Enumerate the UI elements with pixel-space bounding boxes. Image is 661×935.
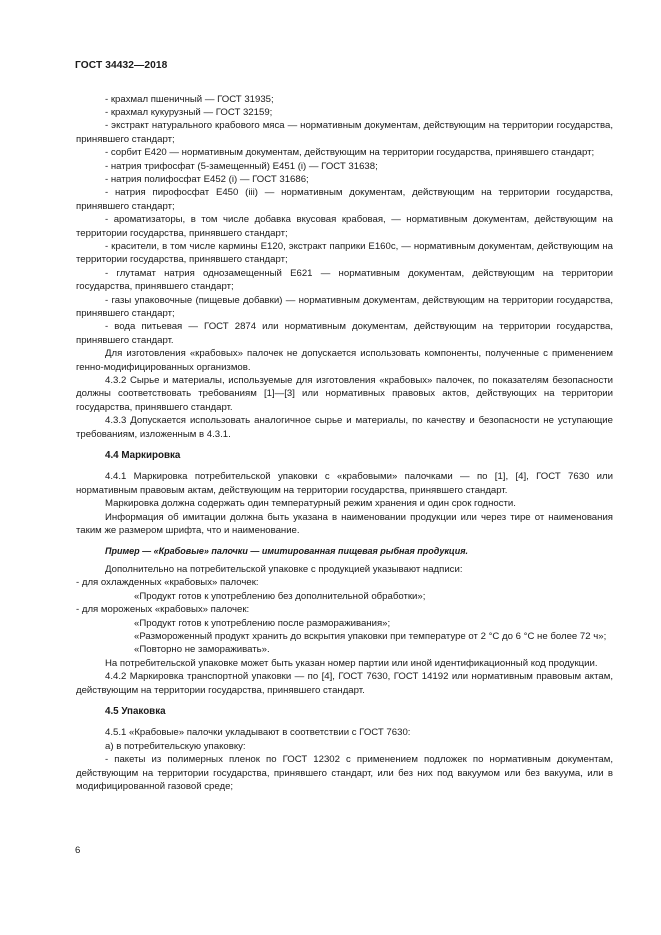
list-item: - для охлажденных «крабовых» палочек:	[76, 577, 259, 589]
list-item: - натрия пирофосфат Е450 (iii) — нормативным документам, действующим на территории государства, принявшего стандарт;	[76, 187, 613, 212]
paragraph: Маркировка должна содержать один температурный режим хранения и один срок годности.	[105, 498, 516, 510]
list-item: - ароматизаторы, в том числе добавка вкусовая крабовая, — нормативным документам, действующим на территории государства, принявшего стандарт;	[76, 214, 613, 239]
list-item: - экстракт натурального крабового мяса — нормативным документам, действующим на территории государства, принявшего стандарт;	[76, 120, 613, 145]
example-note	[76, 545, 613, 558]
section-heading-marking: 4.4 Маркировка	[105, 450, 181, 462]
page-number: 6	[75, 845, 81, 856]
paragraph: 4.4.1 Маркировка потребительской упаковки с «крабовыми» палочками — по [1], [4], ГОСТ 7630 или нормативным правовым актам, действующим на территории государства, принявшего стандарт.	[76, 471, 613, 496]
example-label: Пример	[105, 545, 140, 556]
quoted-label: «Продукт готов к употреблению без дополнительной обработки»;	[134, 590, 426, 602]
paragraph: Дополнительно на потребительской упаковке с продукцией указывают надписи:	[105, 563, 463, 575]
paragraph: Для изготовления «крабовых» палочек не допускается использовать компоненты, полученные с применением генно-модифицированных организмов.	[76, 348, 613, 373]
document-header: ГОСТ 34432—2018	[75, 60, 168, 71]
paragraph: Информация об имитации должна быть указана в наименовании продукции или через тире от наименования таким же размером шрифта, что и наименование.	[76, 511, 613, 537]
list-item: - глутамат натрия однозамещенный Е621 — нормативным документам, действующим на территории государства, принявшего стандарт;	[76, 267, 613, 293]
section-heading-packaging: 4.5 Упаковка	[105, 705, 166, 717]
list-item: - вода питьевая — ГОСТ 2874 или нормативным документам, действующим на территории государства, принявшего стандарт.	[76, 321, 613, 346]
quoted-label: «Размороженный продукт хранить до вскрытия упаковки при температуре от 2 °С до 6 °С не более 72 ч»;	[134, 630, 607, 642]
paragraph: а) в потребительскую упаковку:	[105, 740, 246, 752]
paragraph: 4.3.3 Допускается использовать аналогичное сырье и материалы, по качеству и безопасности не уступающие требованиям, изложенным в 4.3.1.	[76, 415, 613, 440]
quoted-label: «Продукт готов к употреблению после размораживания»;	[134, 617, 391, 629]
example-text: — «Крабовые» палочки — имитированная пищевая рыбная продукция.	[139, 545, 469, 556]
list-item: - натрия полифосфат Е452 (i) — ГОСТ 31686;	[105, 173, 309, 185]
quoted-label: «Повторно не замораживать».	[134, 644, 270, 656]
list-item: - газы упаковочные (пищевые добавки) — нормативным документам, действующим на территории государства, принявшего стандарт;	[76, 294, 613, 319]
paragraph: 4.4.2 Маркировка транспортной упаковки — по [4], ГОСТ 7630, ГОСТ 14192 или нормативным правовым актам, действующим на территории государства, принявшего стандарт.	[76, 671, 613, 696]
document-body	[76, 93, 613, 794]
list-item: - натрия трифосфат (5-замещенный) Е451 (i) — ГОСТ 31638;	[105, 160, 378, 172]
list-item: - пакеты из полимерных пленок по ГОСТ 12302 с применением подложек по нормативным документам, действующим на территории государства, принявшего стандарт, или без них под вакуумом или без вакуума, или в модифицированной газовой среде;	[76, 754, 613, 792]
list-item: - красители, в том числе кармины Е120, экстракт паприки Е160с, — нормативным документам, действующим на территории государства, принявшего стандарт;	[76, 240, 613, 266]
list-item: - для мороженых «крабовых» палочек:	[76, 604, 250, 616]
paragraph: 4.3.2 Сырье и материалы, используемые для изготовления «крабовых» палочек, по показателям безопасности должны соответствовать требованиям [1]—[3] или нормативных правовых актов, действующих на территории государства, принявшего стандарт.	[76, 375, 613, 413]
paragraph: 4.5.1 «Крабовые» палочки укладывают в соответствии с ГОСТ 7630:	[105, 727, 411, 739]
list-item: - сорбит Е420 — нормативным документам, действующим на территории государства, принявшего стандарт;	[105, 147, 595, 159]
list-item: - крахмал кукурузный — ГОСТ 32159;	[105, 106, 273, 118]
list-item: - крахмал пшеничный — ГОСТ 31935;	[105, 93, 274, 105]
paragraph: На потребительской упаковке может быть указан номер партии или иной идентификационный код продукции.	[105, 657, 598, 669]
